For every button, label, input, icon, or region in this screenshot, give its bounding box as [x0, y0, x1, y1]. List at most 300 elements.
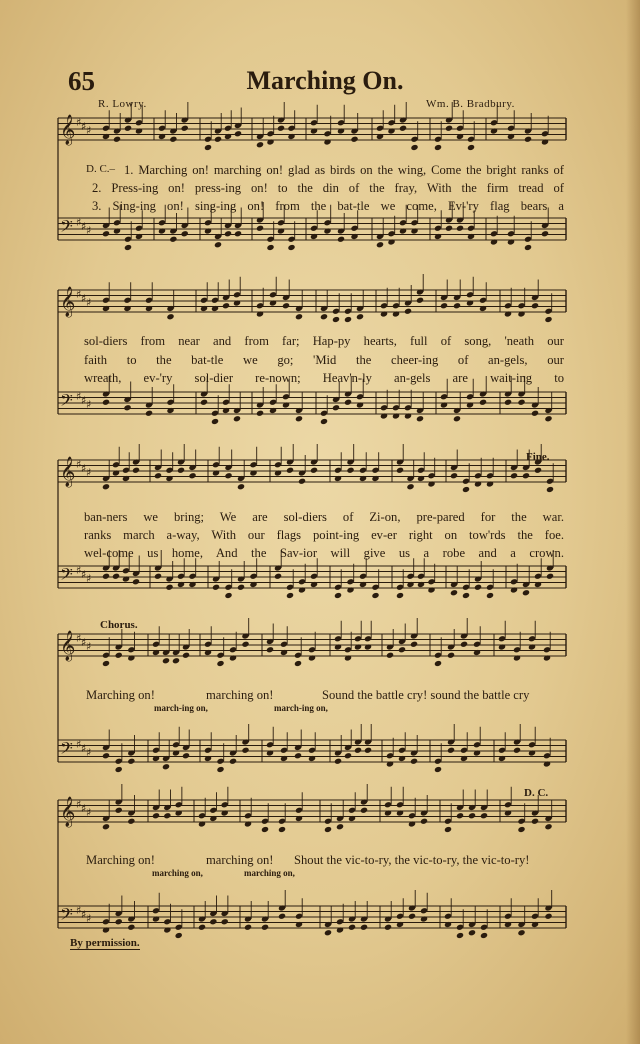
- sharp-sign: ♯: [81, 220, 87, 233]
- note-head: [158, 227, 166, 234]
- note-head: [460, 755, 468, 762]
- fine-marker: Fine.: [526, 451, 550, 463]
- note-head: [504, 310, 512, 317]
- note-head: [544, 823, 552, 830]
- note-head: [474, 480, 482, 487]
- note-head: [324, 929, 332, 936]
- note-head: [434, 144, 442, 151]
- note-head: [513, 654, 521, 661]
- note-head: [132, 467, 140, 474]
- note-head: [256, 410, 264, 417]
- note-head: [453, 415, 461, 422]
- sharp-sign: ♯: [86, 398, 92, 411]
- note-head: [222, 407, 230, 414]
- note-head: [534, 467, 542, 474]
- note-head: [513, 747, 521, 754]
- note-head: [486, 592, 494, 599]
- note-head: [344, 399, 352, 406]
- note-head: [132, 578, 140, 585]
- note-head: [286, 592, 294, 599]
- note-head: [102, 483, 110, 490]
- note-head: [507, 133, 515, 140]
- note-head: [123, 305, 131, 312]
- sharp-sign: ♯: [76, 564, 82, 577]
- note-head: [113, 136, 121, 143]
- note-head: [102, 926, 110, 933]
- note-head: [399, 125, 407, 132]
- note-head: [102, 573, 110, 580]
- note-head: [420, 915, 428, 922]
- note-head: [172, 749, 180, 756]
- note-head: [517, 399, 525, 406]
- note-head: [269, 407, 277, 414]
- sharp-sign: ♯: [76, 738, 82, 751]
- note-head: [387, 238, 395, 245]
- note-head: [102, 752, 110, 759]
- note-head: [344, 752, 352, 759]
- sharp-sign: ♯: [76, 632, 82, 645]
- sharp-sign: ♯: [81, 636, 87, 649]
- note-head: [371, 475, 379, 482]
- note-head: [417, 475, 425, 482]
- note-head: [320, 313, 328, 320]
- note-head: [295, 415, 303, 422]
- verse-3-line-2: wreath, ev-'ry sol-dier re-nown; Heav'n-ly an-gels are wait-ing to: [84, 371, 564, 385]
- note-head: [531, 921, 539, 928]
- note-head: [410, 641, 418, 648]
- sharp-sign: ♯: [76, 288, 82, 301]
- note-head: [416, 415, 424, 422]
- note-head: [456, 812, 464, 819]
- sharp-sign: ♯: [81, 462, 87, 475]
- note-head: [165, 475, 173, 482]
- note-head: [323, 138, 331, 145]
- note-head: [462, 592, 470, 599]
- note-head: [277, 125, 285, 132]
- note-head: [546, 486, 554, 493]
- note-head: [417, 581, 425, 588]
- permission-note: By permission.: [70, 937, 140, 949]
- note-head: [336, 926, 344, 933]
- author-credit: Wm. B. Bradbury.: [426, 98, 515, 110]
- note-head: [162, 763, 170, 770]
- note-head: [517, 310, 525, 317]
- treble-clef: 𝄞: [60, 457, 76, 487]
- note-head: [324, 826, 332, 833]
- note-head: [450, 589, 458, 596]
- bass-clef: 𝄢: [60, 390, 73, 414]
- note-head: [337, 236, 345, 243]
- note-head: [249, 469, 257, 476]
- note-head: [256, 141, 264, 148]
- note-head: [480, 812, 488, 819]
- note-head: [204, 227, 212, 234]
- note-head: [310, 467, 318, 474]
- note-head: [404, 412, 412, 419]
- note-head: [410, 758, 418, 765]
- note-head: [398, 755, 406, 762]
- note-head: [102, 823, 110, 830]
- note-head: [332, 316, 340, 323]
- note-head: [420, 818, 428, 825]
- note-head: [145, 305, 153, 312]
- sharp-sign: ♯: [76, 458, 82, 471]
- note-head: [211, 305, 219, 312]
- note-head: [204, 144, 212, 151]
- verse-1-line-2: sol-diers from near and from far; Hap-py hearts, full of song, 'neath our: [84, 334, 564, 348]
- hymn-title: Marching On.: [246, 66, 404, 95]
- note-head: [480, 932, 488, 939]
- note-head: [102, 133, 110, 140]
- note-head: [468, 812, 476, 819]
- note-head: [224, 472, 232, 479]
- note-head: [261, 826, 269, 833]
- note-head: [154, 472, 162, 479]
- note-head: [308, 755, 316, 762]
- note-head: [498, 755, 506, 762]
- composer-credit: R. Lowry.: [98, 98, 147, 110]
- note-head: [490, 127, 498, 134]
- note-head: [380, 310, 388, 317]
- note-head: [278, 826, 286, 833]
- note-head: [266, 138, 274, 145]
- chorus-1-part-b: marching on!: [206, 688, 274, 702]
- note-head: [434, 660, 442, 667]
- note-head: [356, 313, 364, 320]
- note-head: [486, 480, 494, 487]
- note-head: [287, 244, 295, 251]
- note-head: [278, 913, 286, 920]
- note-head: [364, 747, 372, 754]
- note-head: [222, 302, 230, 309]
- note-head: [524, 136, 532, 143]
- note-head: [124, 244, 132, 251]
- note-head: [517, 826, 525, 833]
- treble-clef: 𝄞: [60, 115, 76, 145]
- note-head: [348, 815, 356, 822]
- sharp-sign: ♯: [76, 216, 82, 229]
- note-head: [392, 310, 400, 317]
- note-head: [334, 758, 342, 765]
- note-head: [473, 649, 481, 656]
- note-head: [169, 236, 177, 243]
- note-head: [468, 929, 476, 936]
- note-head: [221, 809, 229, 816]
- note-head: [467, 144, 475, 151]
- note-head: [261, 924, 269, 931]
- note-head: [344, 316, 352, 323]
- sharp-sign: ♯: [86, 640, 92, 653]
- note-head: [211, 418, 219, 425]
- note-head: [336, 823, 344, 830]
- note-head: [241, 747, 249, 754]
- note-head: [286, 467, 294, 474]
- note-head: [456, 225, 464, 232]
- note-head: [360, 807, 368, 814]
- note-head: [467, 233, 475, 240]
- note-head: [408, 913, 416, 920]
- note-head: [310, 581, 318, 588]
- note-head: [266, 244, 274, 251]
- chorus-1-alto-a: march-ing on,: [154, 703, 208, 713]
- note-head: [122, 475, 130, 482]
- note-head: [346, 467, 354, 474]
- note-head: [460, 641, 468, 648]
- note-head: [444, 921, 452, 928]
- note-head: [524, 244, 532, 251]
- note-head: [531, 410, 539, 417]
- treble-clef: 𝄞: [60, 287, 76, 317]
- note-head: [209, 918, 217, 925]
- note-head: [162, 657, 170, 664]
- note-head: [280, 649, 288, 656]
- sharp-sign: ♯: [86, 912, 92, 925]
- note-head: [204, 755, 212, 762]
- note-head: [274, 469, 282, 476]
- note-head: [543, 760, 551, 767]
- note-head: [224, 592, 232, 599]
- note-head: [404, 308, 412, 315]
- note-head: [406, 581, 414, 588]
- note-head: [127, 924, 135, 931]
- note-head: [543, 654, 551, 661]
- sharp-sign: ♯: [81, 742, 87, 755]
- note-head: [359, 475, 367, 482]
- note-head: [266, 646, 274, 653]
- note-head: [308, 654, 316, 661]
- note-head: [177, 467, 185, 474]
- verse-1-line-3: ban-ners we bring; We are sol-diers of Zi-on, pre-pared for the war.: [84, 510, 564, 524]
- sharp-sign: ♯: [86, 124, 92, 137]
- chorus-2-alto-a: marching on,: [152, 868, 203, 878]
- sharp-sign: ♯: [76, 116, 82, 129]
- note-head: [544, 415, 552, 422]
- note-head: [356, 401, 364, 408]
- note-head: [354, 747, 362, 754]
- note-head: [123, 404, 131, 411]
- note-head: [384, 924, 392, 931]
- note-head: [541, 138, 549, 145]
- note-head: [504, 921, 512, 928]
- note-head: [462, 486, 470, 493]
- note-head: [233, 415, 241, 422]
- note-head: [212, 469, 220, 476]
- treble-clef: 𝄞: [60, 631, 76, 661]
- note-head: [386, 652, 394, 659]
- note-head: [528, 643, 536, 650]
- note-head: [182, 752, 190, 759]
- note-head: [256, 225, 264, 232]
- note-head: [474, 584, 482, 591]
- sharp-sign: ♯: [81, 120, 87, 133]
- note-head: [163, 812, 171, 819]
- note-head: [522, 472, 530, 479]
- note-head: [410, 227, 418, 234]
- note-head: [427, 586, 435, 593]
- verse-1-line-1: 1. Marching on! marching on! glad as birds on the wing, Come the bright ranks of: [124, 163, 564, 177]
- note-head: [152, 755, 160, 762]
- note-head: [350, 136, 358, 143]
- note-head: [198, 820, 206, 827]
- note-head: [244, 924, 252, 931]
- note-head: [200, 399, 208, 406]
- note-head: [541, 230, 549, 237]
- note-head: [398, 646, 406, 653]
- note-head: [440, 302, 448, 309]
- note-head: [510, 472, 518, 479]
- note-head: [334, 643, 342, 650]
- note-head: [528, 749, 536, 756]
- note-head: [181, 230, 189, 237]
- note-head: [169, 136, 177, 143]
- note-head: [479, 305, 487, 312]
- dc-marker: D. C.: [524, 787, 549, 799]
- note-head: [380, 412, 388, 419]
- sharp-sign: ♯: [81, 292, 87, 305]
- note-head: [256, 310, 264, 317]
- note-head: [298, 586, 306, 593]
- treble-clef: 𝄞: [60, 797, 76, 827]
- note-head: [387, 127, 395, 134]
- note-head: [534, 581, 542, 588]
- chorus-2-part-c: Shout the vic-to-ry, the vic-to-ry, the vic-to-ry!: [294, 853, 530, 867]
- note-head: [175, 932, 183, 939]
- note-head: [479, 399, 487, 406]
- note-head: [334, 592, 342, 599]
- sharp-sign: ♯: [81, 908, 87, 921]
- note-head: [334, 475, 342, 482]
- note-head: [386, 760, 394, 767]
- note-head: [544, 913, 552, 920]
- note-head: [102, 230, 110, 237]
- sharp-sign: ♯: [86, 296, 92, 309]
- note-head: [277, 227, 285, 234]
- note-head: [337, 127, 345, 134]
- note-head: [456, 932, 464, 939]
- note-head: [466, 401, 474, 408]
- note-head: [158, 133, 166, 140]
- note-head: [127, 758, 135, 765]
- note-head: [416, 297, 424, 304]
- note-head: [447, 652, 455, 659]
- note-head: [396, 809, 404, 816]
- note-head: [214, 241, 222, 248]
- note-head: [410, 144, 418, 151]
- note-head: [229, 758, 237, 765]
- note-head: [124, 125, 132, 132]
- note-head: [115, 766, 123, 773]
- sharp-sign: ♯: [76, 904, 82, 917]
- note-head: [237, 584, 245, 591]
- chorus-1-part-c: Sound the battle cry! sound the battle cry: [322, 688, 530, 702]
- note-head: [175, 809, 183, 816]
- sharp-sign: ♯: [86, 224, 92, 237]
- chorus-label: Chorus.: [100, 619, 138, 631]
- note-head: [127, 818, 135, 825]
- note-head: [282, 302, 290, 309]
- note-head: [396, 467, 404, 474]
- note-head: [456, 133, 464, 140]
- note-head: [295, 815, 303, 822]
- note-head: [445, 225, 453, 232]
- note-head: [145, 410, 153, 417]
- note-head: [234, 130, 242, 137]
- dc-prefix: D. C.–: [86, 163, 116, 175]
- sharp-sign: ♯: [76, 390, 82, 403]
- verse-2-line-3: ranks march a-way, With our flags point-ing ev-er right on tow'rds the foe.: [84, 528, 564, 542]
- bass-clef: 𝄢: [60, 738, 73, 762]
- note-head: [204, 649, 212, 656]
- note-head: [522, 589, 530, 596]
- bass-clef: 𝄢: [60, 564, 73, 588]
- note-head: [504, 809, 512, 816]
- verse-2-line-1: 2. Press-ing on! press-ing on! to the din of the fray, With the firm tread of: [92, 181, 564, 195]
- note-head: [359, 581, 367, 588]
- note-head: [280, 755, 288, 762]
- note-head: [182, 652, 190, 659]
- note-head: [447, 747, 455, 754]
- note-head: [396, 592, 404, 599]
- note-head: [371, 592, 379, 599]
- verse-2-line-2: faith to the bat-tle we go; 'Mid the cheer-ing of an-gels, our: [84, 353, 564, 367]
- note-head: [282, 401, 290, 408]
- note-head: [237, 483, 245, 490]
- note-head: [466, 299, 474, 306]
- note-head: [152, 915, 160, 922]
- note-head: [510, 586, 518, 593]
- note-head: [113, 227, 121, 234]
- note-head: [122, 575, 130, 582]
- note-head: [244, 820, 252, 827]
- note-head: [350, 233, 358, 240]
- note-head: [531, 818, 539, 825]
- note-head: [198, 924, 206, 931]
- note-head: [102, 305, 110, 312]
- note-head: [188, 581, 196, 588]
- note-head: [392, 412, 400, 419]
- note-head: [135, 233, 143, 240]
- note-head: [434, 766, 442, 773]
- note-head: [166, 407, 174, 414]
- note-head: [229, 654, 237, 661]
- chorus-1-alto-b: march-ing on,: [274, 703, 328, 713]
- note-head: [310, 127, 318, 134]
- note-head: [266, 749, 274, 756]
- note-head: [320, 418, 328, 425]
- note-head: [102, 399, 110, 406]
- note-head: [127, 654, 135, 661]
- note-head: [376, 133, 384, 140]
- note-head: [188, 472, 196, 479]
- note-head: [348, 924, 356, 931]
- note-head: [112, 469, 120, 476]
- note-head: [427, 480, 435, 487]
- note-head: [444, 826, 452, 833]
- note-head: [216, 660, 224, 667]
- note-head: [440, 401, 448, 408]
- note-head: [163, 926, 171, 933]
- note-head: [323, 227, 331, 234]
- note-head: [434, 233, 442, 240]
- verse-3-line-3: wel-come us home, And the Sav-ior will give us a robe and a crown.: [84, 546, 564, 560]
- bass-clef: 𝄢: [60, 216, 73, 240]
- note-head: [152, 812, 160, 819]
- note-head: [310, 233, 318, 240]
- note-head: [531, 302, 539, 309]
- note-head: [376, 241, 384, 248]
- note-head: [154, 573, 162, 580]
- note-head: [102, 660, 110, 667]
